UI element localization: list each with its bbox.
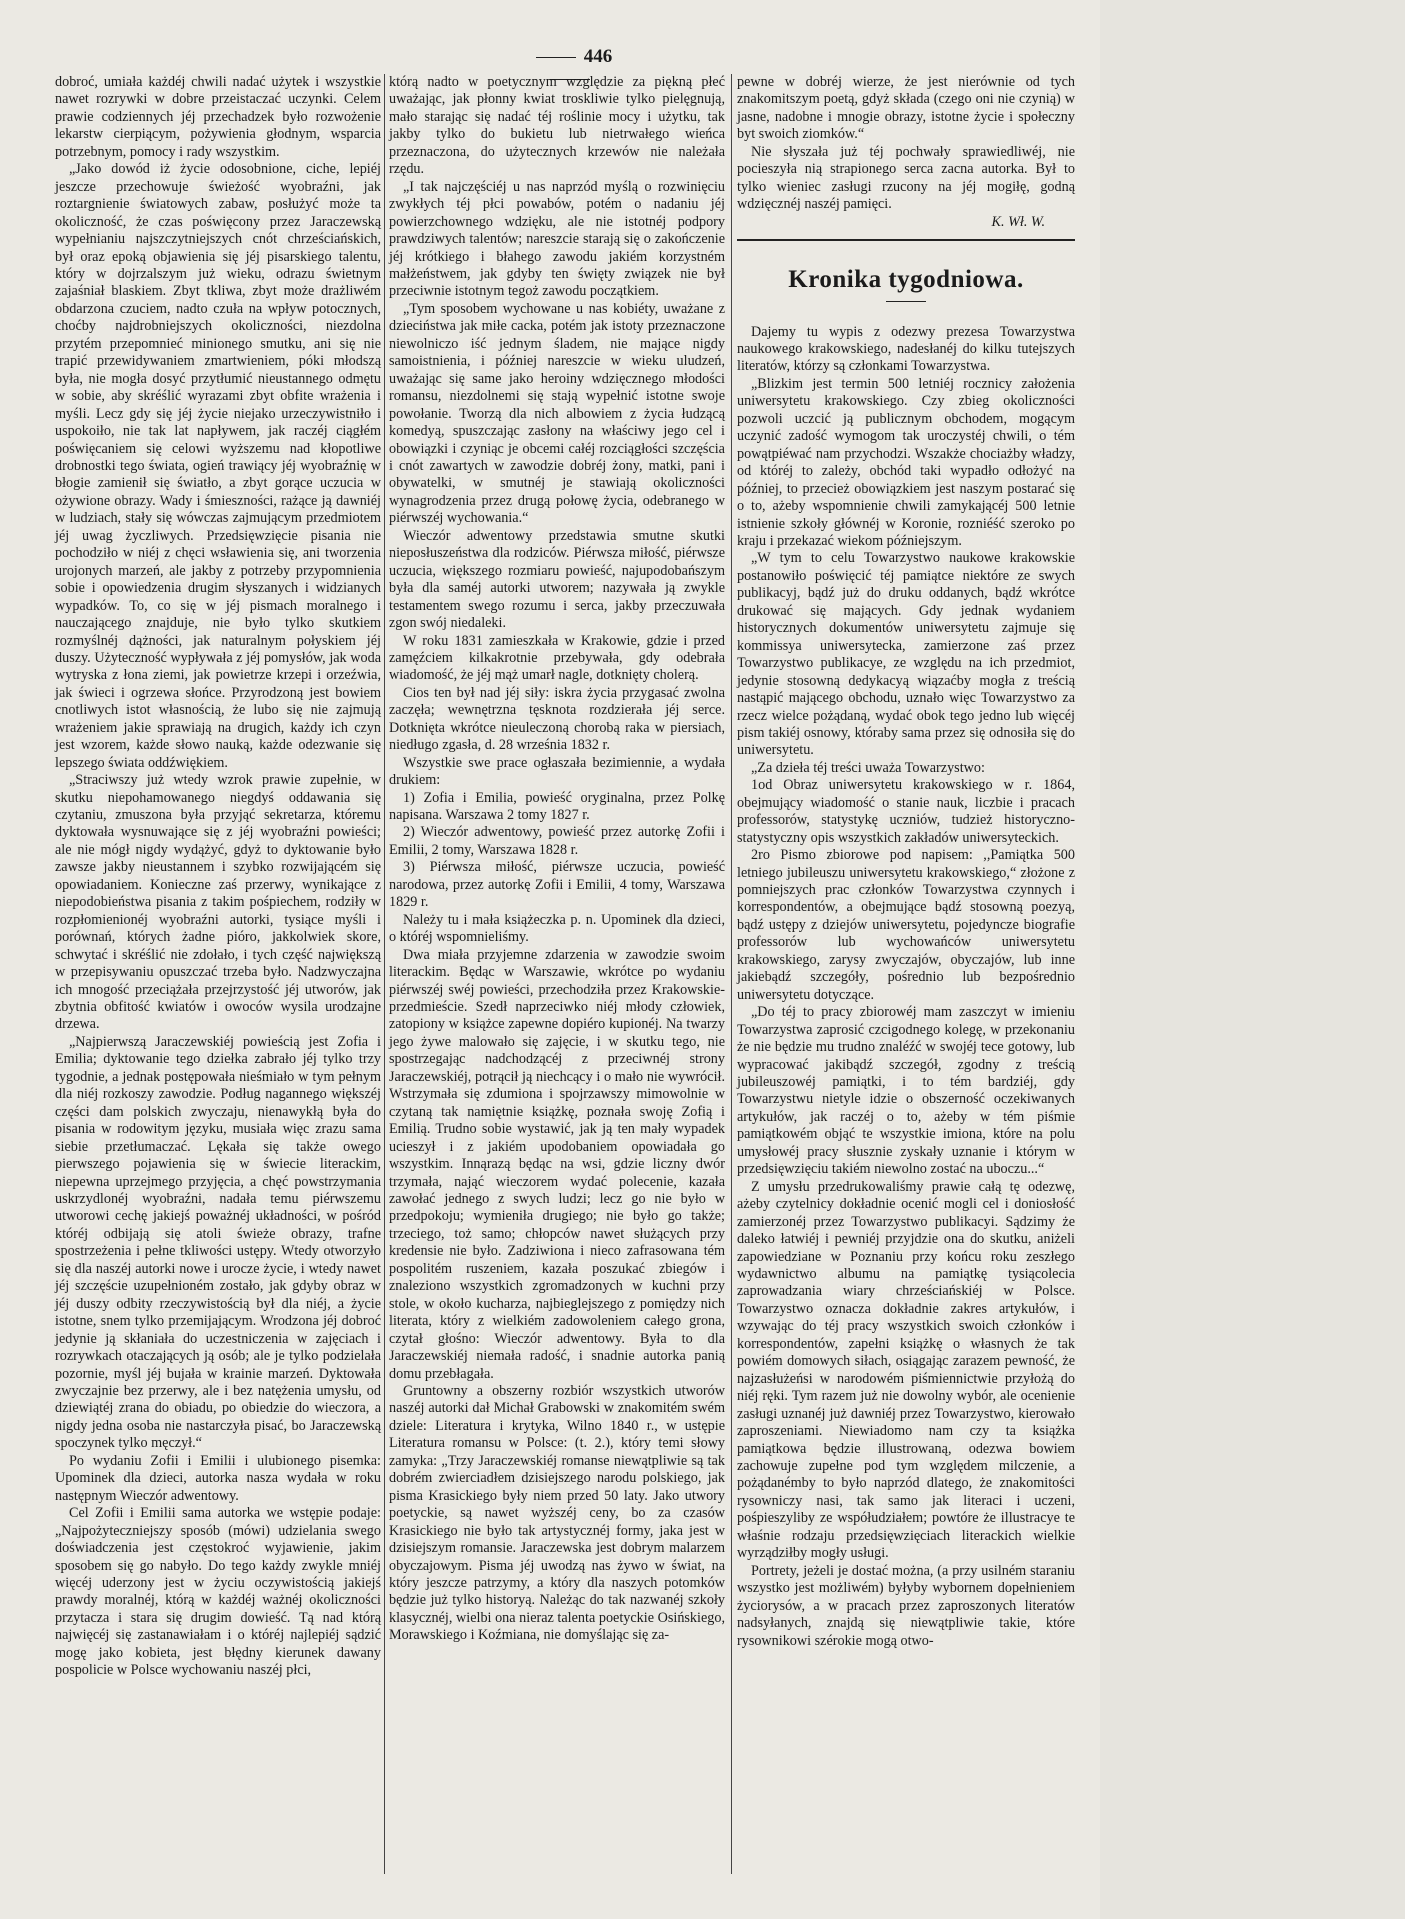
- paragraph: 2) Wieczór adwentowy, powieść przez autorkę Zofii i Emilii, 2 tomy, Warszawa 1828 r.: [389, 824, 725, 858]
- paragraph: 1) Zofia i Emilia, powieść oryginalna, przez Polkę napisana. Warszawa 2 tomy 1827 r.: [389, 789, 725, 824]
- author-signature: K. Wł. W.: [991, 213, 1045, 230]
- column-divider: [384, 74, 385, 1874]
- paragraph: „Blizkim jest termin 500 letniéj rocznicy założenia uniwersytetu krakowskiego. Czy zbieg okoliczności pozwoli uczcić ją publicznym obchodem, mogącym uczynić zadość wymogom tak uroczystéj chwili, o tém powątpiéwać nam przychodzi. Wszakże chociażby władzy, od któréj to zależy, obchód taki wypadło odłożyć na później, to przecież obowiązkiem jest naszym postarać się o to, ażeby wspomnienie chwili zamykającéj 500 letnie istnienie szkoły głównéj w Koronie, rozniéść szeroko po kraju i przekazać wiekom późniejszym.: [737, 375, 1075, 549]
- paragraph: „Straciwszy już wtedy wzrok prawie zupełnie, w skutku niepohamowanego niegdyś oddawania się czytaniu, zmuszona była przyjąć sekretarza, któremu dyktowała wysnuwające się z jéj wyobraźni powieści; ale nie mógł nigdy wydążyć, gdyż to dyktowanie było zawsze jakby nieustannem i szybko rozwijającém się opowiadaniem. Konieczne zaś przerwy, wynikające z niepodobieństwa pisania z takim pośpiechem, rodziły w rozpłomienionéj wyobraźni autorki, tysiące myśli i porównań, których żadne pióro, jakkolwiek skore, schwytać i skréślić nie zdołało, i tych część największą w przepisywaniu opuszczać trzeba było. Nadzwyczajna ich mnogość przeciążała przejrzystość jéj utworów, jak zbytnia obfitość kwiatów i owoców wysila urodzajne drzewa.: [55, 772, 381, 1033]
- paragraph: 1od Obraz uniwersytetu krakowskiego w r. 1864, obejmujący wiadomość o stanie nauk, liczbie i pracach professorów, statystykę uczniów, tudzież historyczno-statystyczny opis wszystkich zakładów uniwersyteckich.: [737, 777, 1075, 846]
- paragraph: Cios ten był nad jéj siły: iskra życia przygasać zwolna zaczęła; wewnętrzna tęsknota rozdzierała jéj serce. Dotknięta wkrótce nieuleczoną chorobą raka w piersiach, niedługo zgasła, d. 28 września 1832 r.: [389, 684, 725, 754]
- column-1: [55, 74, 381, 1680]
- paragraph: „I tak najczęściéj u nas naprzód myślą o rozwinięciu zwykłych téj płci powabów, potém o nadaniu jéj powierzchownego wdzięku, ale nie istotnéj podpory prawdziwych talentów; nareszcie starają się o zakończenie jéj krótkiego i błahego zawodu jakiém korzystném małżeństwem, jak gdyby ten święty związek nie był przeciwnie istotnym tegoż zawodu początkiem.: [389, 178, 725, 300]
- paragraph: 3) Piérwsza miłość, piérwsze uczucia, powieść narodowa, przez autorkę Zofii i Emilii, 4 tomy, Warszawa 1829 r.: [389, 859, 725, 911]
- column-divider: [731, 74, 732, 1874]
- paragraph: „Najpierwszą Jaraczewskiéj powieścią jest Zofia i Emilia; dyktowanie tego dziełka zabrało jéj tylko trzy tygodnie, a jednak postępowała nieśmiało w tym pełnym dla niéj rozkoszy zawodzie. Podług nagannego większéj części dam polskich zwyczaju, nienawykłą była do pisania w rodowitym języku, musiała więc zrazu sama siebie przetłumaczać. Lękała się także owego pierwszego pojawienia się w świecie literackim, niepewna uprzejmego przyjęcia, a chęć powstrzymania uskrzydlonéj wyobraźni, nadała temu piérwszemu utworowi cechę jakiejś poważnéj układności, w pośród któréj odbijają się atoli świeże obrazy, trafne spostrzeżenia i pełne tkliwości ustępy. Wtedy otworzyło się dla naszéj autorki nowe i urocze życie, i wtedy nawet jéj szczęście uzupełnioném zostało, jak gdyby obraz w jéj duszy odbity rzeczywistością był dla niéj, a życie istotne, snem tylko przemijającym. Wrodzona jéj dobroć jedynie ją skłaniała do uczestniczenia w zajęciach i rozrywkach otaczających ją osób; ale je tylko podzielała pozornie, myśl jéj bujała w krainie marzeń. Dyktowała zwyczajnie bez przerwy, ale i bez natężenia umysłu, od dziewiątéj zrana do obiadu, po obiedzie do wieczora, a nigdy jedna osoba nie nastarczyła pisać, bo Jaraczewską spoczynek tylko męczył.“: [55, 1033, 381, 1452]
- article-ending: [737, 74, 1075, 214]
- paragraph: Należy tu i mała książeczka p. n. Upominek dla dzieci, o któréj wspomnieliśmy.: [389, 911, 725, 946]
- section-divider: [737, 239, 1075, 241]
- paragraph: Wszystkie swe prace ogłaszała bezimiennie, a wydała drukiem:: [389, 754, 725, 789]
- paragraph: Dajemy tu wypis z odezwy prezesa Towarzystwa naukowego krakowskiego, nadesłanéj do kilku tutejszych literatów, którzy są członkami Towarzystwa.: [737, 323, 1075, 375]
- paragraph: Po wydaniu Zofii i Emilii i ulubionego pisemka: Upominek dla dzieci, autorka nasza wydała w roku następnym Wieczór adwentowy.: [55, 1452, 381, 1504]
- paragraph: dobroć, umiała każdéj chwili nadać użytek i wszystkie nawet rozrywki w dobre przeistaczać uczynki. Celem prawie codziennych jéj przechadzek było rozwożenie lekarstw cierpiącym, pożywienia głodnym, wsparcia potrzebnym, pomocy i rady wszystkim.: [55, 74, 381, 160]
- paragraph: Gruntowny a obszerny rozbiór wszystkich utworów naszéj autorki dał Michał Grabowski w znakomitém swém dziele: Literatura i krytyka, Wilno 1840 r., w ustępie Literatura romansu w Polsce: (t. 2.), który temi słowy zamyka: „Trzy Jaraczewskiéj romanse niewątpliwie są tak dobrém zwierciadłem dzisiejszego narodu polskiego, jak pisma Krasickiego były niem przed 50 laty. Jako utwory poetyckie, są nawet wyższéj ceny, bo za czasów Krasickiego nie było tak artystycznéj formy, jaka jest w dzisiejszym romansie. Jaraczewska jest dobrym malarzem obyczajowym. Pisma jéj uwodzą nas żywo w świat, na który jeszcze patrzymy, a który dla naszych potomków będzie już tylko historyą. Należąc do tak nazwanéj szkoły klasycznéj, wielbi ona nieraz talenta poetyckie Osińskiego, Morawskiego i Koźmiana, nie domyślając się za-: [389, 1382, 725, 1644]
- paragraph: Portrety, jeżeli je dostać można, (a przy usilném staraniu wszystko jest możliwém) byłyby wybornem dopełnieniem życiorysów, a w pracach przez zaproszonych literatów nadsyłanych, znajdą się niewątpliwie takie, które rysownikowi szérokie mogą otwo-: [737, 1562, 1075, 1649]
- paragraph: „Tym sposobem wychowane u nas kobiéty, uważane z dzieciństwa jak miłe cacka, potém jak istoty przeznaczone niewolniczo iść jednym śladem, nie mające nigdy samoistnienia, i później nareszcie w wieku uludzeń, uważając się same jako heroiny wdzięcznego młodości romansu, niezdolnemi się stają wypełnić istotne swoje powołanie. Tworzą dla nich albowiem z życia łudzącą komedyą, spuszczając zasłony na właściwy jego cel i obowiązki i czyniąc je obcemi całéj rozciągłości szczęścia i cnót zawartych w zawodzie dobréj żony, matki, pani i obywatelki, w smutnéj je stawiają okoliczności wynagrodzenia przez drugą połowę życia, odebranego w piérwszéj wychowania.“: [389, 300, 725, 527]
- paragraph: W roku 1831 zamieszkała w Krakowie, gdzie i przed zamęźciem kilkakrotnie przebywała, gdy odebrała wiadomość, że jéj mąż umarł nagle, dotknięty cholerą.: [389, 632, 725, 684]
- paragraph: którą nadto w poetycznym względzie za piękną płeć uważając, jak płonny kwiat troskliwie tylko pielęgnują, mało starając się nadać téj roślinie mocy i użytku, tak jakby tylko do bukietu lub nietrwałego wieńca przeznaczona, do użytecznych krzewów nie należała rzędu.: [389, 74, 725, 178]
- paragraph: 2ro Pismo zbiorowe pod napisem: ,,Pamiątka 500 letniego jubileuszu uniwersytetu krakowskiego,“ złożone z pomniejszych prac członków Towarzystwa czynnych i korrespondentów, a obejmujące bądź stosowną poezyą, bądź ustępy z dziejów uniwersytetu, pojedyncze biografie professorów lub wychowańców uniwersytetu krakowskiego, zarysy zwyczajów, obyczajów, lub inne jakiebądź szczegóły, pośrednio lub bezpośrednio uniwersytetu dotyczące.: [737, 847, 1075, 1003]
- column-3: [737, 74, 1075, 1650]
- paragraph: Wieczór adwentowy przedstawia smutne skutki nieposłuszeństwa dla rodziców. Piérwsza miłość, piérwsze uczucia, większego rozmiaru powieść, najupodobańszym była dla saméj autorki utworem; nazywała ją zwykle testamentem swego rozumu i serca, jakby przeczuwała zgon swój niedaleki.: [389, 527, 725, 632]
- section-heading: Kronika tygodniowa.: [788, 266, 1024, 294]
- paragraph: Cel Zofii i Emilii sama autorka we wstępie podaje: „Najpożyteczniejszy sposób (mówi) udzielania swego doświadczenia jest częstokroć wyjawienie, jakim sposobem się go nabyło. Do tego każdy zwykle mniéj więcéj uderzony jest w życiu oczywistością jakiejś prawdy moralnéj, którą w każdéj ważnéj okoliczności przytacza i stara się drugim dowieść. Tą nad którą najwięcéj się zastanawiałam i o któréj najlepiéj sądzić mogę jako kobieta, jest błędny kierunek dawany pospolicie w Polsce wychowaniu naszéj płci,: [55, 1505, 381, 1679]
- paragraph: Nie słyszała już téj pochwały sprawiedliwéj, nie pocieszyła nią strapionego serca zacna autorka. Był to tylko wieniec zasługi rzucony na jéj mogiłę, godną wdzięcznéj naszéj pamięci.: [737, 143, 1075, 213]
- chronicle-body: [737, 324, 1075, 1650]
- paragraph: „Jako dowód iż życie odosobnione, ciche, lepiéj jeszcze przechowuje świeżość wyobraźni, jak roztargnienie światowych zabaw, posłużyć może ta okoliczność, że czas poświęcony przez Jaraczewską wypełnianiu najszczytniejszych cnót chrześciańskich, był oraz epoką objawienia się jéj pisarskiego talentu, który w dojrzalszym już wieku, odrazu świetnym zajaśniał blaskiem. Zbyt tkliwa, zbyt może drażliwém obdarzona czuciem, nadto czuła na wpływ potocznych, choćby najdrobniejszych okoliczności, niezdolna przytém przepomnieć minionego smutku, ani się nie trapić przewidywaniem zmartwieniem, póki młodszą była, nie mogła dosyć przytłumić nieustannego odmętu w sobie, aby skréślić wyrazami zbyt obfite wrażenia i myśli. Lecz gdy się jéj życie niejako urzeczywistniło i uspokoiło, nie tak lat napływem, jak raczéj ciągłém poświęcaniem się celowi wyższemu nad kłopotliwe drobnostki tego świata, ogień trawiący jéj wyobraźnię w błogie zamienił się światło, a zbyt gorące uczucia w ożywione obrazy. Wady i śmieszności, rażące ją dawniéj w ludziach, stały się wówczas zajmującym przedmiotem jéj uwag życzliwych. Przedsięwzięcie pisania nie pochodziło w niéj z chęci wsławienia się, ani tworzenia urojonych marzeń, ale jakby z potrzeby przypomnienia sobie i opowiedzenia drugim słyszanych i widzianych wypadków. To, co się w jéj pismach moralnego i nauczającego znajduje, nie było tylko skutkiem rozmyślnéj dążności, jak naturalnym połyskiem jéj duszy. Użyteczność wypływała z jéj pomysłów, jak woda wytryska z łona ziemi, jak powietrze krzepi i orzeźwia, jak świeci i ogrzewa słońce. Przyrodzoną jest bowiem cnotliwych istot własnością, że lubo się nie zajmują wrażeniem jakie sprawiają na drugich, każdy ich czyn jest wzorem, każde słowo nauką, każde odezwanie się lepszego świata oddźwiękiem.: [55, 161, 381, 771]
- paragraph: „W tym to celu Towarzystwo naukowe krakowskie postanowiło poświęcić téj pamiątce niektóre ze swych publikacyj, bądź już do druku oddanych, bądź wkrótce drukować się mających. Gdy jednak wydaniem historycznych dokumentów uniwersytetu zajmuje się kommissya uniwersytecka, zamierzone zaś przez Towarzystwo publikacye, ze względu na ich przedmiot, jedynie stosowną dedykacyą wiązaćby mogła z treścią nastąpić mającego obchodu, uznało więc Towarzystwo za rzecz wielce pożądaną, wydać obok tego jedno lub więcéj pism takiéj osnowy, któraby sama przez się odnosiła się do uniwersytetu.: [737, 550, 1075, 759]
- paragraph: Dwa miała przyjemne zdarzenia w zawodzie swoim literackim. Będąc w Warszawie, wkrótce po wydaniu piérwszéj swéj powieści, przechodziła przez Krakowskie-przedmieście. Szedł naprzeciwko niéj młody człowiek, zatopiony w książce zapewne dopiéro kupionéj. Na twarzy jego żywe malowało się zajęcie, i w skutku tego, nie spostrzegając nadchodzącéj z przeciwnéj strony Jaraczewskiéj, potrącił ją niechcący i o mało nie wywrócił. Wstrzymała się zdumiona i spojrzawszy mimowolnie w czytaną tak namiętnie książkę, poznała swoję Zofią i Emilią. Trudno sobie wystawić, jak ją ten mały wypadek ucieszył i z jakiém upodobaniem opowiadała go wszystkim. Innąrazą będąc na wsi, gdzie liczny dwór trzymała, nająć wieczorem wydać polecenie, kazała zawołać jednego z swych ludzi; lecz go nie było w przedpokoju; wymieniła drugiego; nie było go także; trzeciego, toż samo; chłopców nawet służących przy kredensie nie było. Zadziwiona i nieco zafrasowana tém pospolitém ruszeniem, kazała poszukać zbiegów i znaleziono wszystkich zgromadzonych w kuchni przy stole, w około kucharza, najbieglejszego z pomiędzy nich literata, który z wielkiém zadowoleniem całego grona, czytał głośno: Wieczór adwentowy. Była to dla Jaraczewskiéj niemała radość, i snadnie autorka panią domu przebłagała.: [389, 946, 725, 1382]
- paragraph: „Za dzieła téj treści uważa Towarzystwo:: [751, 759, 985, 776]
- column-2: [389, 74, 725, 1645]
- paragraph: pewne w dobréj wierze, że jest nierównie od tych znakomitszym poetą, gdyż składa (czego oni nie czynią) w jasne, nadobne i mnogie obrazy, istotne życie i społeczny byt swoich ziomków.“: [737, 74, 1075, 143]
- heading-rule: [886, 301, 926, 302]
- page-number: 446: [500, 46, 640, 90]
- paragraph: Z umysłu przedrukowaliśmy prawie całą tę odezwę, ażeby czytelnicy dokładnie ocenić mogli cel i doniosłość zamierzonéj przez Towarzystwo publikacyi. Sądzimy że daleko łatwiéj i pewniéj przyjdzie ona do skutku, aniżeli zapowiedziane w Poznaniu przy końcu roku zeszłego wydawnictwo albumu na pamiątkę tysiącolecia zaprowadzania wiary chrześciańskiéj w Polsce. Towarzystwo oznacza dokładnie zakres artykułów, i wzywając do téj pracy wszystkich swoich członków i korrespondentów, zapełni książkę o własnych że tak powiém domowych siłach, osiągając zarazem pewność, że najzasłużeńsi w narodowém piśmiennictwie przyłożą do niéj ręki. Tym razem już nie dowolny wybór, ale ocenienie zasługi uznanéj już dawniéj przez Towarzystwo, kierowało zaproszeniami. Niewiadomo nam czy ta książka pamiątkowa będzie illustrowaną, odezwa bowiem zachowuje zupełne pod tym względem milczenie, a pożądanémby to było naprzód dlatego, że znakomitości rysowniczy nasi, tak samo jak literaci i uczeni, pośpieszyliby ze współudziałem; powtóre że illustracye te właśnie rodzaju przedsięwzięciach literackich wielkie wyrządziłby mogły usługi.: [737, 1178, 1075, 1562]
- paragraph: „Do téj to pracy zbiorowéj mam zaszczyt w imieniu Towarzystwa zaprosić czcigodnego kolegę, w przekonaniu że nie będzie mu trudno znaléźć w swojéj tece gotowy, lub wypracować jakibądź szczegół, zgodny z treścią jubileuszowéj pamiątki, i to tém bardziéj, gdy Towarzystwu nietyle idzie o obszerność oczekiwanych artykułów, jak raczéj o to, ażeby w tém piśmie pamiątkowém objąć te wszystkie imiona, które na polu umysłowéj pracy słusznie zyskały uznanie i którym w przedsięwzięciu takiém niewolno zostać na uboczu...“: [737, 1004, 1075, 1178]
